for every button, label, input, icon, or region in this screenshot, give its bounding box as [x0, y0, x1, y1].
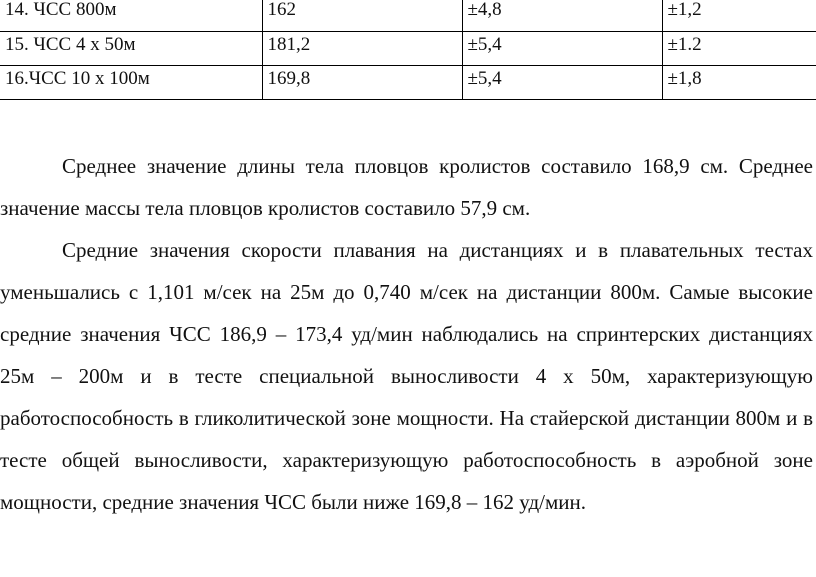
table-cell-error: ±1,8: [662, 65, 816, 99]
table-row: [0, 0, 816, 31]
table-cell-error: ±1.2: [662, 31, 816, 65]
table-cell-indicator: 14. ЧСС 800м: [0, 0, 262, 31]
table-cell-error: ±1,2: [662, 0, 816, 31]
table-cell-indicator: 16.ЧСС 10 х 100м: [0, 65, 262, 99]
table-row: [0, 31, 816, 65]
paragraph-swim-speed-heart-rate: Средние значения скорости плавания на дистанциях и в плавательных тестах уменьшались с 1,101 м/сек на 25м до 0,740 м/сек на дистанции 800м. Самые высокие средние значения ЧСС 186,9 – 173,4 уд/мин наблюдались на спринтерских дистанциях 25м – 200м и в тесте специальной выносливости 4 х 50м, характеризующую работоспособность в гликолитической зоне мощности. На стайерской дистанции 800м и в тесте общей выносливости, характеризующую работоспособность в аэробной зоне мощности, средние значения ЧСС были ниже 169,8 – 162 уд/мин.: [0, 238, 813, 514]
table-cell-sd: ±5,4: [462, 65, 662, 99]
table-cell-sd: ±5,4: [462, 31, 662, 65]
table-row: [0, 65, 816, 99]
table-cell-sd: ±4,8: [462, 0, 662, 31]
table-cell-mean: 162: [262, 0, 462, 31]
table-cell-mean: 169,8: [262, 65, 462, 99]
table-cell-indicator: 15. ЧСС 4 х 50м: [0, 31, 262, 65]
paragraph-body-measurements: Среднее значение длины тела пловцов кролистов составило 168,9 см. Среднее значение массы тела пловцов кролистов составило 57,9 см.: [0, 154, 813, 220]
table-cell-mean: 181,2: [262, 31, 462, 65]
data-table: [0, 0, 816, 100]
